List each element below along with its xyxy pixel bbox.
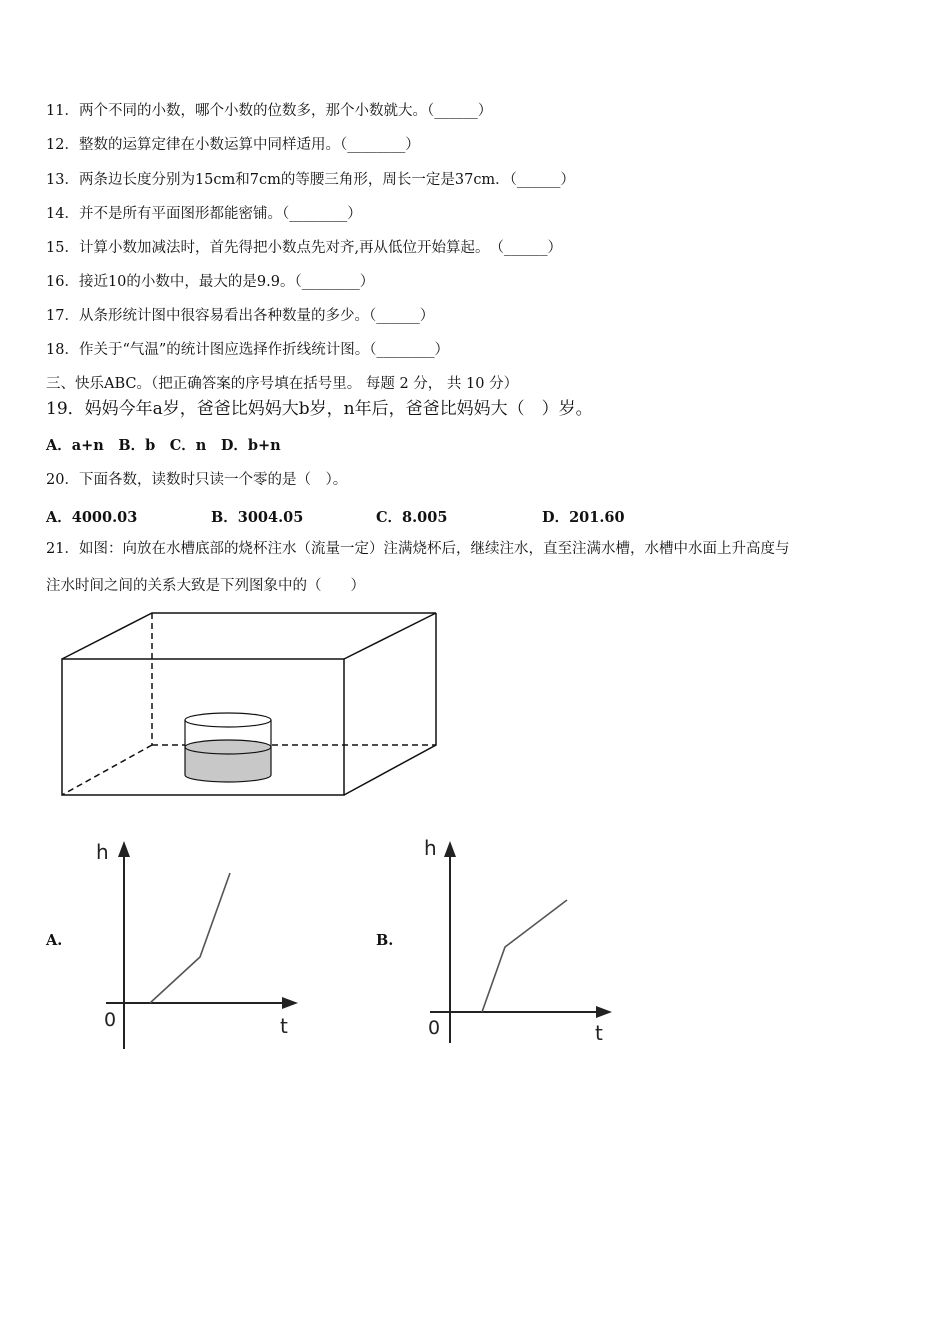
question-20-option-b: B．3004.05 xyxy=(211,509,304,526)
question-20-stem: 20．下面各数，读数时只读一个零的是（ ）。 xyxy=(46,472,348,488)
question-20-option-c: C．8.005 xyxy=(376,509,448,526)
graph-b-label: B. xyxy=(376,932,394,949)
question-12: 12．整数的运算定律在小数运算中同样适用。（________） xyxy=(46,137,420,153)
graph-b-line xyxy=(482,900,567,1012)
question-17: 17．从条形统计图中很容易看出各种数量的多少。（______） xyxy=(46,308,435,324)
tank-right-face xyxy=(344,613,436,795)
question-18: 18．作关于“气温”的统计图应选择作折线统计图。（________） xyxy=(46,342,450,358)
graph-b xyxy=(420,835,620,1050)
tank-beaker-figure xyxy=(40,605,450,805)
graph-b-y-label: h xyxy=(424,836,437,860)
section-title: 三、快乐ABC。（把正确答案的序号填在括号里。 每题 2 分， 共 10 分） xyxy=(46,376,519,392)
question-21-stem-line1: 21．如图：向放在水槽底部的烧杯注水（流量一定）注满烧杯后，继续注水，直至注满水槽，水槽中水面上升高度与 xyxy=(46,541,790,557)
question-21-stem-line2: 注水时间之间的关系大致是下列图象中的（ ） xyxy=(46,578,365,594)
graph-a-x-label: t xyxy=(280,1014,288,1038)
question-13: 13．两条边长度分别为15cm和7cm的等腰三角形，周长一定是37cm．（______） xyxy=(46,172,575,188)
question-11: 11．两个不同的小数，哪个小数的位数多，那个小数就大。（______） xyxy=(46,103,493,119)
graph-a xyxy=(92,835,307,1055)
beaker xyxy=(185,713,271,782)
question-14: 14．并不是所有平面图形都能密铺。（________） xyxy=(46,206,362,222)
question-19-options: A．a+n B．b C．n D．b+n xyxy=(46,437,281,454)
tank-top-face xyxy=(62,613,436,659)
question-15: 15．计算小数加减法时，首先得把小数点先对齐,再从低位开始算起。 （______） xyxy=(46,240,563,256)
graph-b-y-arrow xyxy=(444,841,456,857)
graph-a-label: A. xyxy=(46,932,63,949)
graph-a-origin: 0 xyxy=(104,1009,117,1031)
question-20-option-d: D．201.60 xyxy=(542,509,625,526)
graph-a-line xyxy=(150,873,230,1003)
graph-b-origin: 0 xyxy=(428,1017,441,1039)
question-16: 16．接近10的小数中，最大的是9.9。（________） xyxy=(46,274,375,290)
graph-a-y-label: h xyxy=(96,840,109,864)
graph-a-y-arrow xyxy=(118,841,130,857)
graph-b-x-arrow xyxy=(596,1006,612,1018)
question-20-option-a: A．4000.03 xyxy=(46,509,138,526)
question-19-stem: 19．妈妈今年a岁，爸爸比妈妈大b岁，n年后，爸爸比妈妈大（ ）岁。 xyxy=(46,399,593,419)
graph-a-x-arrow xyxy=(282,997,298,1009)
graph-b-x-label: t xyxy=(595,1021,603,1045)
